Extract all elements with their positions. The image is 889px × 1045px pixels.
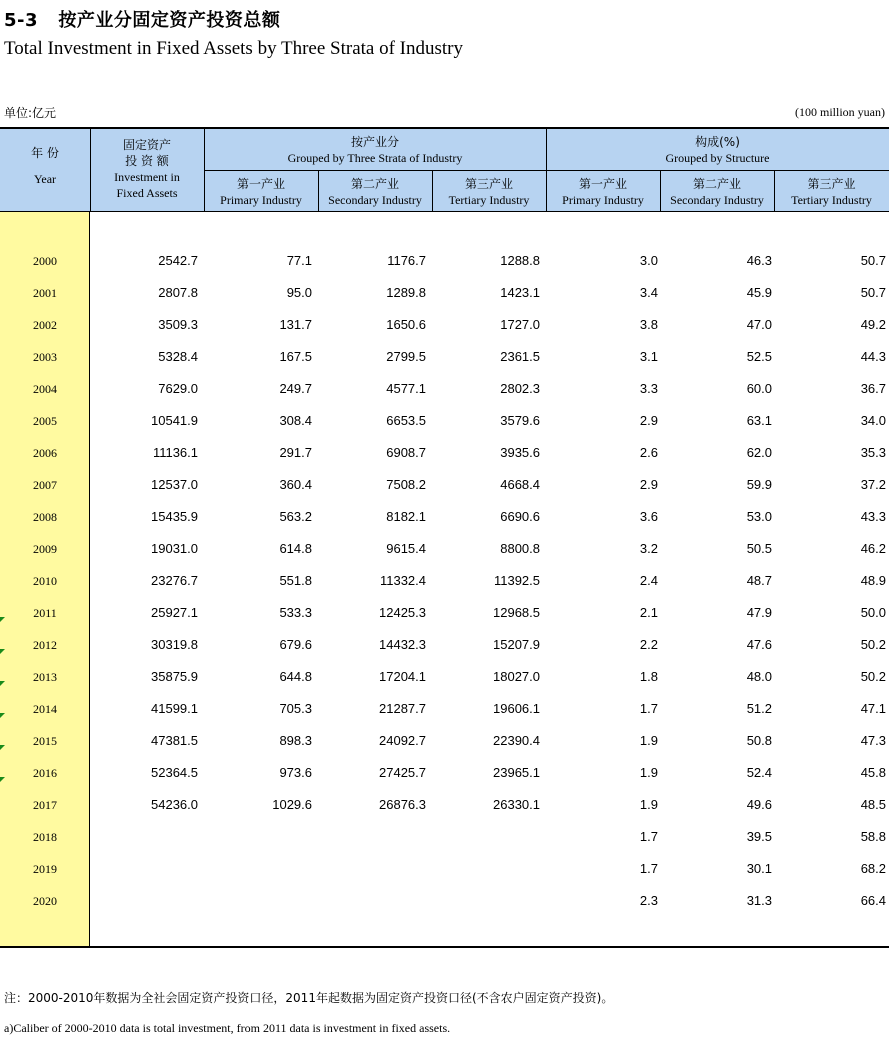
year-cell: 2009 xyxy=(33,542,57,556)
header-structure-tertiary xyxy=(774,176,889,208)
secondary-cell: 24092.7 xyxy=(379,733,426,748)
s-tertiary-cell: 48.5 xyxy=(860,797,886,812)
s-tertiary-cell: 50.0 xyxy=(860,605,886,620)
secondary-cell: 12425.3 xyxy=(379,605,426,620)
total-cell: 54236.0 xyxy=(151,797,198,812)
s-primary-cell: 3.1 xyxy=(639,349,658,364)
s-tertiary-cell: 50.7 xyxy=(860,285,886,300)
header-total-en-1: Investment in xyxy=(114,170,180,184)
header-secondary xyxy=(318,176,432,208)
s-primary-cell: 1.9 xyxy=(639,765,658,780)
s-primary-cell: 2.4 xyxy=(639,573,658,588)
table-row xyxy=(0,277,889,309)
primary-cell: 551.8 xyxy=(279,573,312,588)
secondary-cell: 17204.1 xyxy=(379,669,426,684)
s-primary-cell: 2.9 xyxy=(639,413,658,428)
table-number: 5-3 xyxy=(4,10,39,31)
header-year-cn: 年 份 xyxy=(31,146,59,160)
year-cell: 2005 xyxy=(33,414,57,428)
year-cell: 2002 xyxy=(33,318,57,332)
year-cell: 2013 xyxy=(33,670,57,684)
year-cell: 2014 xyxy=(33,702,57,716)
unit-label-en: (100 million yuan) xyxy=(795,105,885,119)
secondary-cell: 1650.6 xyxy=(386,317,426,332)
s-secondary-cell: 30.1 xyxy=(746,861,772,876)
s-tertiary-cell: 50.7 xyxy=(860,253,886,268)
table-row xyxy=(0,405,889,437)
total-cell: 11136.1 xyxy=(152,445,198,460)
primary-cell: 167.5 xyxy=(279,349,312,364)
tertiary-cell: 4668.4 xyxy=(500,477,540,492)
total-cell: 23276.7 xyxy=(151,573,198,588)
year-cell: 2018 xyxy=(33,830,57,844)
table-row xyxy=(0,437,889,469)
total-cell: 30319.8 xyxy=(151,637,198,652)
year-cell: 2012 xyxy=(33,638,57,652)
total-cell: 25927.1 xyxy=(151,605,198,620)
year-cell: 2019 xyxy=(33,862,57,876)
table-row xyxy=(0,341,889,373)
primary-cell: 679.6 xyxy=(279,637,312,652)
primary-cell: 1029.6 xyxy=(272,797,312,812)
secondary-cell: 21287.7 xyxy=(379,701,426,716)
s-secondary-cell: 50.8 xyxy=(746,733,772,748)
secondary-cell: 1176.7 xyxy=(387,253,426,268)
year-cell: 2010 xyxy=(33,574,57,588)
tertiary-cell: 12968.5 xyxy=(493,605,540,620)
total-cell: 5328.4 xyxy=(158,349,198,364)
s-primary-cell: 3.6 xyxy=(639,509,658,524)
year-cell: 2015 xyxy=(33,734,57,748)
primary-cell: 249.7 xyxy=(279,381,312,396)
secondary-cell: 14432.3 xyxy=(379,637,426,652)
comment-marker-icon xyxy=(0,777,5,782)
s-secondary-cell: 48.7 xyxy=(746,573,772,588)
comment-marker-icon xyxy=(0,681,5,686)
secondary-cell: 4577.1 xyxy=(386,381,426,396)
comment-marker-icon xyxy=(0,745,5,750)
s-primary-cell: 2.1 xyxy=(639,605,658,620)
header-structure-primary xyxy=(546,176,660,208)
table-row xyxy=(0,245,889,277)
tertiary-cell: 2802.3 xyxy=(500,381,540,396)
total-cell: 10541.9 xyxy=(151,413,198,428)
s-primary-cell: 2.9 xyxy=(639,477,658,492)
table-row xyxy=(0,597,889,629)
year-cell: 2007 xyxy=(33,478,57,492)
header-secondary-cn: 第二产业 xyxy=(350,177,399,191)
tertiary-cell: 3935.6 xyxy=(500,445,540,460)
s-secondary-cell: 48.0 xyxy=(746,669,772,684)
primary-cell: 563.2 xyxy=(279,509,312,524)
s-primary-cell: 1.7 xyxy=(639,701,658,716)
header-primary-en: Primary Industry xyxy=(220,193,302,207)
s-primary-cell: 3.0 xyxy=(639,253,658,268)
header-primary xyxy=(204,176,318,208)
year-cell: 2001 xyxy=(33,286,57,300)
s-tertiary-cell: 45.8 xyxy=(860,765,886,780)
header-total xyxy=(90,137,204,201)
s-tertiary-cell: 34.0 xyxy=(860,413,886,428)
year-cell: 2000 xyxy=(33,254,57,268)
comment-marker-icon xyxy=(0,649,5,654)
secondary-cell: 26876.3 xyxy=(379,797,426,812)
footnote-cn: 注：2000-2010年数据为全社会固定资产投资口径，2011年起数据为固定资产投资口径(不含农户固定资产投资)。 xyxy=(4,991,614,1005)
s-secondary-cell: 51.2 xyxy=(746,701,772,716)
tertiary-cell: 15207.9 xyxy=(493,637,540,652)
total-cell: 12537.0 xyxy=(151,477,198,492)
s-tertiary-cell: 35.3 xyxy=(860,445,886,460)
unit-label-cn: 单位:亿元 xyxy=(4,106,57,120)
primary-cell: 308.4 xyxy=(279,413,312,428)
header-structure-cn: 构成(%) xyxy=(695,135,740,149)
table-title-en: Total Investment in Fixed Assets by Three Strata of Industry xyxy=(4,38,463,59)
tertiary-cell: 19606.1 xyxy=(493,701,540,716)
total-cell: 35875.9 xyxy=(151,669,198,684)
s-primary-cell: 2.6 xyxy=(639,445,658,460)
s-tertiary-cell: 66.4 xyxy=(860,893,886,908)
header-structure-en: Grouped by Structure xyxy=(665,151,770,165)
header-year xyxy=(0,145,90,187)
s-primary-cell: 1.9 xyxy=(639,797,658,812)
primary-cell: 131.7 xyxy=(279,317,312,332)
year-cell: 2008 xyxy=(33,510,57,524)
header-year-en: Year xyxy=(33,172,57,186)
table-bottom-border xyxy=(0,946,889,948)
s-secondary-cell: 52.5 xyxy=(746,349,772,364)
s-secondary-cell: 47.0 xyxy=(746,317,772,332)
tertiary-cell: 18027.0 xyxy=(493,669,540,684)
table-row xyxy=(0,821,889,853)
s-secondary-cell: 49.6 xyxy=(746,797,772,812)
total-cell: 7629.0 xyxy=(158,381,198,396)
year-cell: 2004 xyxy=(33,382,57,396)
table-row xyxy=(0,757,889,789)
header-by-industry-en: Grouped by Three Strata of Industry xyxy=(287,151,463,165)
s-primary-cell: 3.3 xyxy=(639,381,658,396)
table-row xyxy=(0,789,889,821)
secondary-cell: 9615.4 xyxy=(386,541,426,556)
secondary-cell: 11332.4 xyxy=(379,573,426,588)
table-row xyxy=(0,309,889,341)
year-cell: 2017 xyxy=(33,798,57,812)
primary-cell: 533.3 xyxy=(279,605,312,620)
header-structure-secondary-cn: 第二产业 xyxy=(692,177,741,191)
primary-cell: 644.8 xyxy=(279,669,312,684)
total-cell: 3509.3 xyxy=(158,317,198,332)
total-cell: 2542.7 xyxy=(158,253,198,268)
primary-cell: 360.4 xyxy=(279,477,312,492)
tertiary-cell: 2361.5 xyxy=(500,349,540,364)
year-cell: 2006 xyxy=(33,446,57,460)
table-row xyxy=(0,533,889,565)
table-row xyxy=(0,501,889,533)
total-cell: 47381.5 xyxy=(151,733,198,748)
header-tertiary-en: Tertiary Industry xyxy=(448,193,530,207)
header-tertiary xyxy=(432,176,546,208)
s-primary-cell: 1.7 xyxy=(639,861,658,876)
tertiary-cell: 22390.4 xyxy=(493,733,540,748)
header-tertiary-cn: 第三产业 xyxy=(464,177,513,191)
header-by-industry-cn: 按产业分 xyxy=(350,135,399,149)
header-structure-tertiary-cn: 第三产业 xyxy=(807,177,856,191)
table-title-cn xyxy=(4,6,280,32)
s-secondary-cell: 53.0 xyxy=(746,509,772,524)
primary-cell: 973.6 xyxy=(279,765,312,780)
s-primary-cell: 2.3 xyxy=(639,893,658,908)
table-row xyxy=(0,693,889,725)
s-secondary-cell: 47.6 xyxy=(746,637,772,652)
header-total-cn-2: 投 资 额 xyxy=(125,154,169,168)
header-structure xyxy=(546,134,889,166)
s-primary-cell: 1.9 xyxy=(639,733,658,748)
primary-cell: 291.7 xyxy=(279,445,312,460)
tertiary-cell: 8800.8 xyxy=(500,541,540,556)
tertiary-cell: 1423.1 xyxy=(500,285,540,300)
table-row xyxy=(0,885,889,917)
s-primary-cell: 1.8 xyxy=(639,669,658,684)
s-primary-cell: 3.8 xyxy=(639,317,658,332)
primary-cell: 614.8 xyxy=(279,541,312,556)
s-tertiary-cell: 48.9 xyxy=(860,573,886,588)
s-secondary-cell: 31.3 xyxy=(746,893,772,908)
secondary-cell: 8182.1 xyxy=(386,509,426,524)
total-cell: 19031.0 xyxy=(151,541,198,556)
tertiary-cell: 6690.6 xyxy=(500,509,540,524)
s-secondary-cell: 60.0 xyxy=(746,381,772,396)
secondary-cell: 1289.8 xyxy=(386,285,426,300)
s-secondary-cell: 46.3 xyxy=(746,253,772,268)
table-title-cn-text: 按产业分固定资产投资总额 xyxy=(58,10,281,31)
header-total-en-2: Fixed Assets xyxy=(116,186,178,200)
s-primary-cell: 1.7 xyxy=(639,829,658,844)
s-primary-cell: 2.2 xyxy=(639,637,658,652)
total-cell: 15435.9 xyxy=(151,509,198,524)
secondary-cell: 2799.5 xyxy=(386,349,426,364)
tertiary-cell: 1727.0 xyxy=(500,317,540,332)
table-header xyxy=(0,127,889,212)
footnote-en: a)Caliber of 2000-2010 data is total investment, from 2011 data is investment in fixed assets. xyxy=(4,1021,451,1035)
comment-marker-icon xyxy=(0,713,5,718)
header-total-cn-1: 固定资产 xyxy=(122,138,171,152)
comment-marker-icon xyxy=(0,617,5,622)
s-secondary-cell: 45.9 xyxy=(746,285,772,300)
primary-cell: 77.1 xyxy=(286,253,312,268)
table-row xyxy=(0,469,889,501)
secondary-cell: 6653.5 xyxy=(386,413,426,428)
table-row xyxy=(0,565,889,597)
primary-cell: 898.3 xyxy=(279,733,312,748)
s-tertiary-cell: 36.7 xyxy=(860,381,886,396)
tertiary-cell: 23965.1 xyxy=(493,765,540,780)
year-cell: 2003 xyxy=(33,350,57,364)
s-secondary-cell: 39.5 xyxy=(746,829,772,844)
table-row xyxy=(0,629,889,661)
tertiary-cell: 26330.1 xyxy=(493,797,540,812)
year-cell: 2011 xyxy=(33,606,57,620)
primary-cell: 95.0 xyxy=(286,285,312,300)
header-structure-secondary-en: Secondary Industry xyxy=(670,193,764,207)
table-row xyxy=(0,853,889,885)
secondary-cell: 6908.7 xyxy=(386,445,426,460)
secondary-cell: 27425.7 xyxy=(379,765,426,780)
s-primary-cell: 3.2 xyxy=(639,541,658,556)
s-tertiary-cell: 58.8 xyxy=(860,829,886,844)
header-structure-primary-cn: 第一产业 xyxy=(578,177,627,191)
s-secondary-cell: 52.4 xyxy=(746,765,772,780)
table-row xyxy=(0,725,889,757)
s-tertiary-cell: 44.3 xyxy=(860,349,886,364)
s-tertiary-cell: 47.3 xyxy=(860,733,886,748)
s-tertiary-cell: 50.2 xyxy=(860,637,886,652)
tertiary-cell: 3579.6 xyxy=(500,413,540,428)
s-tertiary-cell: 46.2 xyxy=(860,541,886,556)
tertiary-cell: 11392.5 xyxy=(493,573,540,588)
s-tertiary-cell: 50.2 xyxy=(860,669,886,684)
s-secondary-cell: 50.5 xyxy=(746,541,772,556)
secondary-cell: 7508.2 xyxy=(386,477,426,492)
total-cell: 2807.8 xyxy=(158,285,198,300)
s-tertiary-cell: 47.1 xyxy=(860,701,886,716)
s-tertiary-cell: 43.3 xyxy=(860,509,886,524)
tertiary-cell: 1288.8 xyxy=(500,253,540,268)
year-cell: 2016 xyxy=(33,766,57,780)
header-structure-tertiary-en: Tertiary Industry xyxy=(791,193,872,207)
s-tertiary-cell: 37.2 xyxy=(860,477,886,492)
total-cell: 41599.1 xyxy=(151,701,198,716)
s-secondary-cell: 59.9 xyxy=(746,477,772,492)
table-row xyxy=(0,661,889,693)
header-primary-cn: 第一产业 xyxy=(236,177,285,191)
header-structure-primary-en: Primary Industry xyxy=(562,193,644,207)
header-structure-secondary xyxy=(660,176,774,208)
s-primary-cell: 3.4 xyxy=(639,285,658,300)
s-tertiary-cell: 49.2 xyxy=(860,317,886,332)
header-secondary-en: Secondary Industry xyxy=(328,193,422,207)
year-cell: 2020 xyxy=(33,894,57,908)
table-row xyxy=(0,373,889,405)
s-tertiary-cell: 68.2 xyxy=(860,861,886,876)
s-secondary-cell: 62.0 xyxy=(746,445,772,460)
primary-cell: 705.3 xyxy=(279,701,312,716)
total-cell: 52364.5 xyxy=(151,765,198,780)
s-secondary-cell: 63.1 xyxy=(746,413,772,428)
s-secondary-cell: 47.9 xyxy=(746,605,772,620)
header-by-industry xyxy=(204,134,546,166)
